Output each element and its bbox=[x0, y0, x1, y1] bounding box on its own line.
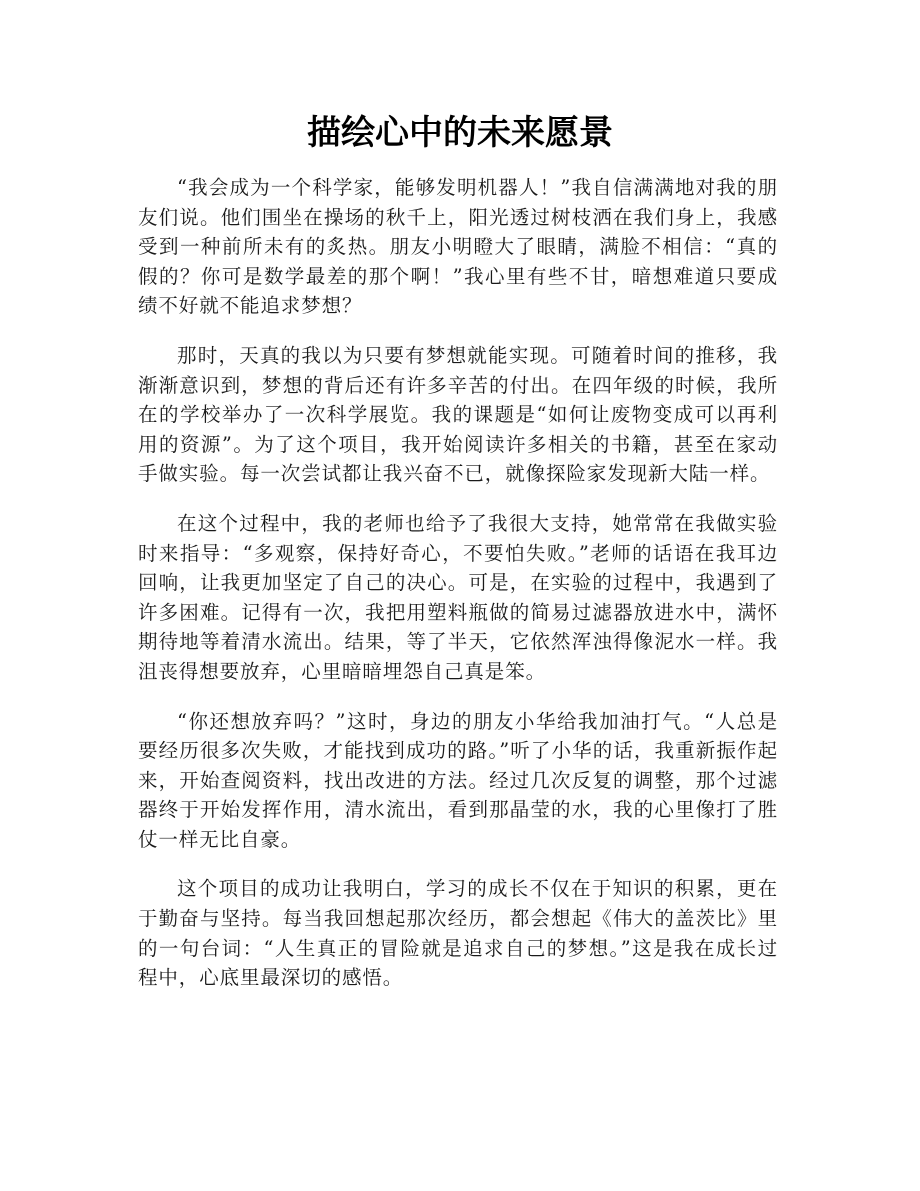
paragraph-1: “我会成为一个科学家，能够发明机器人！”我自信满满地对我的朋友们说。他们围坐在操场的秋千上，阳光透过树枝洒在我们身上，我感受到一种前所未有的炙热。朋友小明瞪大了眼睛，满脸不相信：“真的假的？你可是数学最差的那个啊！”我心里有些不甘，暗想难道只要成绩不好就不能追求梦想？ bbox=[138, 176, 778, 318]
paragraph-5: 这个项目的成功让我明白，学习的成长不仅在于知识的积累，更在于勤奋与坚持。每当我回想起那次经历，都会想起《伟大的盖茨比》里的一句台词：“人生真正的冒险就是追求自己的梦想。”这是我在成长过程中，心底里最深切的感悟。 bbox=[138, 877, 778, 990]
paragraph-3: 在这个过程中，我的老师也给予了我很大支持，她常常在我做实验时来指导：“多观察，保持好奇心，不要怕失败。”老师的话语在我耳边回响，让我更加坚定了自己的决心。可是，在实验的过程中，我遇到了许多困难。记得有一次，我把用塑料瓶做的简易过滤器放进水中，满怀期待地等着清水流出。结果，等了半天，它依然浑浊得像泥水一样。我沮丧得想要放弃，心里暗暗埋怨自己真是笨。 bbox=[138, 511, 778, 683]
paragraph-2: 那时，天真的我以为只要有梦想就能实现。可随着时间的推移，我渐渐意识到，梦想的背后还有许多辛苦的付出。在四年级的时候，我所在的学校举办了一次科学展览。我的课题是“如何让废物变成可以再利用的资源”。为了这个项目，我开始阅读许多相关的书籍，甚至在家动手做实验。每一次尝试都让我兴奋不已，就像探险家发现新大陆一样。 bbox=[138, 343, 778, 486]
paragraph-4: “你还想放弃吗？”这时，身边的朋友小华给我加油打气。“人总是要经历很多次失败，才能找到成功的路。”听了小华的话，我重新振作起来，开始查阅资料，找出改进的方法。经过几次反复的调整，那个过滤器终于开始发挥作用，清水流出，看到那晶莹的水，我的心里像打了胜仗一样无比自豪。 bbox=[138, 709, 778, 851]
document-title: 描绘心中的未来愿景 bbox=[307, 113, 613, 153]
document-body bbox=[138, 173, 778, 1013]
